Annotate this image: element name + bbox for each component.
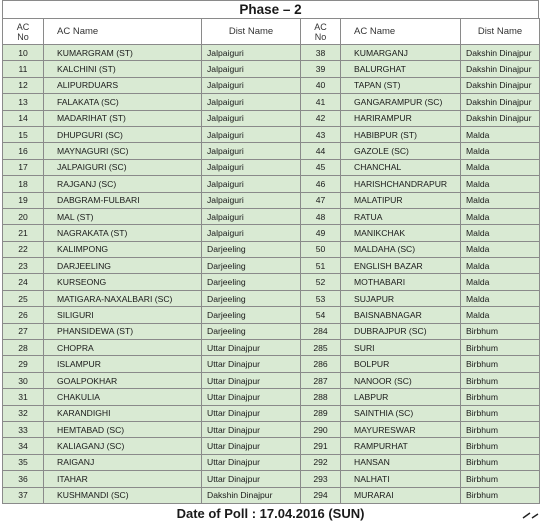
header-ac-no-2 (301, 19, 341, 45)
cell-ac-name: DHUPGURI (SC) (44, 126, 202, 142)
cell-dist-name-2: Birbhum (461, 323, 540, 339)
cell-ac-name: RAJGANJ (SC) (44, 176, 202, 192)
cell-ac-name-2: ENGLISH BAZAR (341, 258, 461, 274)
table-row (3, 176, 540, 192)
cell-ac-name-2: BAISNABNAGAR (341, 307, 461, 323)
cell-ac-no-2: 54 (301, 307, 341, 323)
cell-ac-no: 37 (3, 487, 44, 503)
table-row (3, 405, 540, 421)
table-row (3, 421, 540, 437)
cell-ac-no: 15 (3, 126, 44, 142)
cell-ac-name-2: MURARAI (341, 487, 461, 503)
cell-ac-no: 16 (3, 143, 44, 159)
cell-ac-name: CHAKULIA (44, 389, 202, 405)
cell-ac-no-2: 42 (301, 110, 341, 126)
cell-ac-no-2: 49 (301, 225, 341, 241)
cell-dist-name: Jalpaiguri (202, 110, 301, 126)
cell-ac-name-2: SAINTHIA (SC) (341, 405, 461, 421)
cell-ac-no-2: 51 (301, 258, 341, 274)
cell-ac-no: 18 (3, 176, 44, 192)
cell-dist-name-2: Malda (461, 143, 540, 159)
cell-dist-name-2: Birbhum (461, 356, 540, 372)
cell-dist-name-2: Birbhum (461, 405, 540, 421)
table-row (3, 274, 540, 290)
cell-dist-name: Darjeeling (202, 241, 301, 257)
cell-ac-name-2: RATUA (341, 208, 461, 224)
cell-dist-name-2: Dakshin Dinajpur (461, 61, 540, 77)
cell-dist-name: Uttar Dinajpur (202, 356, 301, 372)
cell-ac-no: 13 (3, 94, 44, 110)
cell-ac-name-2: NANOOR (SC) (341, 372, 461, 388)
cell-ac-no-2: 288 (301, 389, 341, 405)
cell-ac-no-2: 287 (301, 372, 341, 388)
table-row (3, 77, 540, 93)
cell-dist-name-2: Malda (461, 126, 540, 142)
cell-ac-name-2: NALHATI (341, 471, 461, 487)
cell-ac-name-2: SURI (341, 340, 461, 356)
header-row (3, 19, 540, 45)
table-row (3, 192, 540, 208)
cell-ac-no: 10 (3, 45, 44, 61)
header-ac-name: AC Name (44, 19, 202, 45)
cell-ac-no: 33 (3, 421, 44, 437)
cell-ac-no: 36 (3, 471, 44, 487)
cell-dist-name: Jalpaiguri (202, 45, 301, 61)
cell-ac-name: ALIPURDUARS (44, 77, 202, 93)
cell-dist-name: Jalpaiguri (202, 176, 301, 192)
table-row (3, 290, 540, 306)
table-row (3, 454, 540, 470)
cell-ac-name-2: SUJAPUR (341, 290, 461, 306)
phase-2-schedule (2, 0, 539, 523)
table-title: Phase – 2 (2, 0, 539, 18)
cell-ac-name-2: MANIKCHAK (341, 225, 461, 241)
header-ac-no-2-line1: AC (314, 21, 327, 32)
header-ac-no-line2: No (17, 31, 29, 42)
cell-dist-name: Dakshin Dinajpur (202, 487, 301, 503)
cell-dist-name-2: Dakshin Dinajpur (461, 77, 540, 93)
table-row (3, 258, 540, 274)
cell-dist-name-2: Malda (461, 241, 540, 257)
cell-dist-name-2: Malda (461, 258, 540, 274)
cell-ac-name-2: DUBRAJPUR (SC) (341, 323, 461, 339)
cell-ac-name-2: HANSAN (341, 454, 461, 470)
cell-ac-name-2: HARIRAMPUR (341, 110, 461, 126)
table-row (3, 61, 540, 77)
cell-ac-no: 23 (3, 258, 44, 274)
cell-dist-name-2: Birbhum (461, 389, 540, 405)
cell-dist-name: Uttar Dinajpur (202, 372, 301, 388)
cell-ac-name: KALCHINI (ST) (44, 61, 202, 77)
cell-dist-name: Darjeeling (202, 323, 301, 339)
table-row (3, 241, 540, 257)
cell-ac-name: KUSHMANDI (SC) (44, 487, 202, 503)
cell-dist-name: Uttar Dinajpur (202, 340, 301, 356)
cell-dist-name-2: Malda (461, 307, 540, 323)
cell-dist-name: Darjeeling (202, 307, 301, 323)
table-row (3, 208, 540, 224)
cell-ac-name: JALPAIGURI (SC) (44, 159, 202, 175)
cell-ac-name-2: BALURGHAT (341, 61, 461, 77)
table-row (3, 110, 540, 126)
cell-ac-no-2: 292 (301, 454, 341, 470)
cell-dist-name-2: Birbhum (461, 471, 540, 487)
table-row (3, 356, 540, 372)
constituency-table (2, 18, 540, 504)
cell-ac-no: 21 (3, 225, 44, 241)
cell-ac-no: 28 (3, 340, 44, 356)
cell-ac-name-2: GANGARAMPUR (SC) (341, 94, 461, 110)
table-row (3, 487, 540, 503)
cell-dist-name: Uttar Dinajpur (202, 471, 301, 487)
table-row (3, 438, 540, 454)
cell-ac-no: 34 (3, 438, 44, 454)
table-row (3, 94, 540, 110)
cell-ac-name: KUMARGRAM (ST) (44, 45, 202, 61)
cell-ac-name-2: RAMPURHAT (341, 438, 461, 454)
cell-ac-name: SILIGURI (44, 307, 202, 323)
cell-ac-name-2: MAYURESWAR (341, 421, 461, 437)
cell-ac-name: MATIGARA-NAXALBARI (SC) (44, 290, 202, 306)
table-row (3, 126, 540, 142)
cell-ac-no-2: 290 (301, 421, 341, 437)
cell-ac-no-2: 50 (301, 241, 341, 257)
cell-ac-no-2: 43 (301, 126, 341, 142)
cell-ac-name-2: LABPUR (341, 389, 461, 405)
cell-dist-name-2: Malda (461, 192, 540, 208)
cell-dist-name-2: Dakshin Dinajpur (461, 94, 540, 110)
cell-ac-no-2: 286 (301, 356, 341, 372)
cell-ac-name-2: TAPAN (ST) (341, 77, 461, 93)
cell-ac-name: RAIGANJ (44, 454, 202, 470)
cell-ac-no: 11 (3, 61, 44, 77)
cell-ac-no: 25 (3, 290, 44, 306)
cell-dist-name: Uttar Dinajpur (202, 389, 301, 405)
cell-ac-name: DABGRAM-FULBARI (44, 192, 202, 208)
cell-ac-name-2: MALATIPUR (341, 192, 461, 208)
cell-ac-name: MADARIHAT (ST) (44, 110, 202, 126)
header-dist-name: Dist Name (202, 19, 301, 45)
cell-ac-no: 22 (3, 241, 44, 257)
cell-dist-name: Uttar Dinajpur (202, 454, 301, 470)
cell-dist-name-2: Malda (461, 159, 540, 175)
cell-dist-name: Jalpaiguri (202, 192, 301, 208)
cell-dist-name-2: Birbhum (461, 454, 540, 470)
cell-dist-name: Jalpaiguri (202, 94, 301, 110)
cell-dist-name: Jalpaiguri (202, 143, 301, 159)
cell-dist-name: Uttar Dinajpur (202, 438, 301, 454)
table-row (3, 340, 540, 356)
cell-ac-no-2: 41 (301, 94, 341, 110)
table-row (3, 159, 540, 175)
cell-ac-name: MAL (ST) (44, 208, 202, 224)
cell-dist-name-2: Birbhum (461, 340, 540, 356)
cell-dist-name: Jalpaiguri (202, 208, 301, 224)
cell-dist-name: Jalpaiguri (202, 225, 301, 241)
cell-dist-name-2: Malda (461, 225, 540, 241)
cell-ac-name-2: CHANCHAL (341, 159, 461, 175)
cell-ac-name: KALIMPONG (44, 241, 202, 257)
table-row (3, 45, 540, 61)
cell-ac-no-2: 285 (301, 340, 341, 356)
cell-dist-name: Darjeeling (202, 274, 301, 290)
cell-dist-name-2: Malda (461, 290, 540, 306)
cell-ac-name: NAGRAKATA (ST) (44, 225, 202, 241)
cell-ac-no-2: 289 (301, 405, 341, 421)
table-row (3, 225, 540, 241)
cell-ac-name-2: HABIBPUR (ST) (341, 126, 461, 142)
cell-dist-name-2: Birbhum (461, 421, 540, 437)
table-row (3, 372, 540, 388)
cell-ac-no: 20 (3, 208, 44, 224)
cell-dist-name-2: Malda (461, 176, 540, 192)
cell-ac-name: MAYNAGURI (SC) (44, 143, 202, 159)
cell-dist-name: Jalpaiguri (202, 159, 301, 175)
cell-ac-no: 27 (3, 323, 44, 339)
cell-ac-no: 17 (3, 159, 44, 175)
cell-ac-name: KARANDIGHI (44, 405, 202, 421)
table-row (3, 323, 540, 339)
cell-ac-name-2: KUMARGANJ (341, 45, 461, 61)
cell-ac-name: HEMTABAD (SC) (44, 421, 202, 437)
cell-dist-name-2: Dakshin Dinajpur (461, 110, 540, 126)
cell-ac-no-2: 291 (301, 438, 341, 454)
cell-ac-name: ISLAMPUR (44, 356, 202, 372)
cell-ac-no-2: 284 (301, 323, 341, 339)
cell-ac-no-2: 294 (301, 487, 341, 503)
cell-dist-name-2: Dakshin Dinajpur (461, 45, 540, 61)
cell-ac-no-2: 46 (301, 176, 341, 192)
cell-ac-no: 12 (3, 77, 44, 93)
cell-dist-name: Darjeeling (202, 258, 301, 274)
cell-ac-no-2: 39 (301, 61, 341, 77)
cell-ac-no-2: 52 (301, 274, 341, 290)
cell-ac-name-2: MOTHABARI (341, 274, 461, 290)
cell-dist-name-2: Birbhum (461, 438, 540, 454)
cell-ac-name: KALIAGANJ (SC) (44, 438, 202, 454)
header-ac-no-2-line2: No (314, 31, 327, 42)
cell-ac-no-2: 48 (301, 208, 341, 224)
cell-ac-no: 19 (3, 192, 44, 208)
cell-dist-name: Uttar Dinajpur (202, 421, 301, 437)
cell-dist-name: Jalpaiguri (202, 77, 301, 93)
cell-dist-name: Darjeeling (202, 290, 301, 306)
cell-dist-name: Uttar Dinajpur (202, 405, 301, 421)
header-ac-no (3, 19, 44, 45)
cell-ac-no-2: 45 (301, 159, 341, 175)
table-row (3, 143, 540, 159)
header-ac-name-2: AC Name (341, 19, 461, 45)
cell-ac-no: 32 (3, 405, 44, 421)
cell-ac-no: 29 (3, 356, 44, 372)
cell-ac-no-2: 40 (301, 77, 341, 93)
cell-ac-name-2: BOLPUR (341, 356, 461, 372)
cell-ac-no-2: 38 (301, 45, 341, 61)
cell-dist-name-2: Birbhum (461, 372, 540, 388)
cell-ac-name: KURSEONG (44, 274, 202, 290)
cell-ac-name: FALAKATA (SC) (44, 94, 202, 110)
cell-dist-name-2: Malda (461, 274, 540, 290)
header-dist-name-2: Dist Name (461, 19, 540, 45)
cell-ac-no-2: 44 (301, 143, 341, 159)
cell-dist-name-2: Birbhum (461, 487, 540, 503)
cell-ac-name-2: GAZOLE (SC) (341, 143, 461, 159)
cell-ac-name-2: MALDAHA (SC) (341, 241, 461, 257)
cell-ac-no-2: 293 (301, 471, 341, 487)
cell-dist-name-2: Malda (461, 208, 540, 224)
cell-ac-no: 31 (3, 389, 44, 405)
cell-ac-name-2: HARISHCHANDRAPUR (341, 176, 461, 192)
table-row (3, 389, 540, 405)
cell-ac-name: DARJEELING (44, 258, 202, 274)
table-body (3, 45, 540, 504)
table-row (3, 307, 540, 323)
cell-ac-name: CHOPRA (44, 340, 202, 356)
cell-ac-no: 14 (3, 110, 44, 126)
header-ac-no-line1: AC (16, 21, 30, 32)
cell-ac-name: ITAHAR (44, 471, 202, 487)
table-row (3, 471, 540, 487)
cell-ac-no: 24 (3, 274, 44, 290)
cell-ac-name: PHANSIDEWA (ST) (44, 323, 202, 339)
cell-ac-no-2: 53 (301, 290, 341, 306)
cell-dist-name: Jalpaiguri (202, 126, 301, 142)
poll-date: Date of Poll : 17.04.2016 (SUN) (2, 504, 539, 523)
page-curl-mark (521, 511, 541, 519)
cell-ac-no: 35 (3, 454, 44, 470)
cell-ac-no-2: 47 (301, 192, 341, 208)
cell-dist-name: Jalpaiguri (202, 61, 301, 77)
cell-ac-no: 30 (3, 372, 44, 388)
cell-ac-no: 26 (3, 307, 44, 323)
cell-ac-name: GOALPOKHAR (44, 372, 202, 388)
